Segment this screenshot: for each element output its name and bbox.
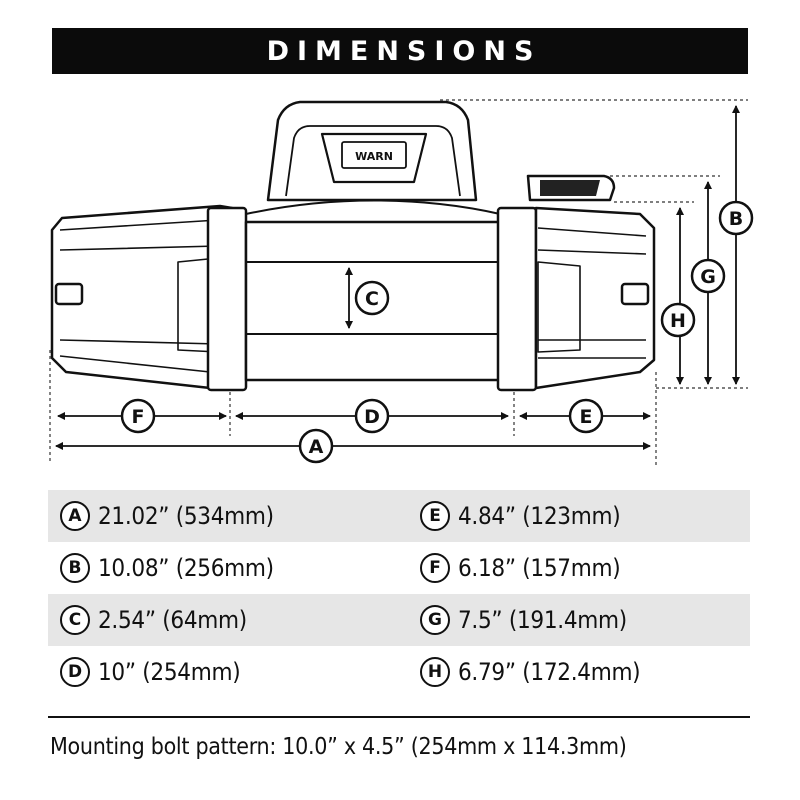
callout-G [692,260,724,292]
right-side-handle [622,284,648,304]
svg-text:B: B [728,208,744,230]
callout-D [356,400,388,432]
letter-badge: G [420,605,450,635]
letter-badge: B [60,553,90,583]
spec-row [48,646,750,698]
left-side-handle [56,284,82,304]
spec-entry-E [420,490,750,542]
spec-entry-F [420,542,750,594]
svg-text:A: A [308,436,324,458]
spec-value: 21.02” (534mm) [98,502,274,530]
callout-E [570,400,602,432]
spec-value: 10.08” (256mm) [98,554,274,582]
spec-value: 6.79” (172.4mm) [458,658,641,686]
divider [48,716,750,718]
spec-entry-A [48,490,420,542]
spec-row [48,490,750,542]
callout-A [300,430,332,462]
svg-text:F: F [131,406,145,428]
letter-badge: F [420,553,450,583]
svg-text:E: E [579,406,593,428]
spec-entry-C [48,594,420,646]
spec-value: 2.54” (64mm) [98,606,247,634]
callout-C [356,282,388,314]
header-title: DIMENSIONS [266,35,542,67]
spec-row [48,542,750,594]
letter-badge: H [420,657,450,687]
spec-value: 7.5” (191.4mm) [458,606,627,634]
spec-entry-H [420,646,750,698]
callout-B [720,202,752,234]
callout-H [662,304,694,336]
dimension-spec-table [48,490,750,698]
letter-badge: E [420,501,450,531]
letter-badge: C [60,605,90,635]
spec-entry-D [48,646,420,698]
spec-value: 6.18” (157mm) [458,554,621,582]
right-tie-band [498,208,536,390]
spec-value: 4.84” (123mm) [458,502,621,530]
svg-text:H: H [670,310,686,332]
warn-logo-text: WARN [355,150,393,163]
spec-row [48,594,750,646]
spec-entry-G [420,594,750,646]
spec-value: 10” (254mm) [98,658,241,686]
left-tie-band [208,208,246,390]
mounting-bolt-pattern-note: Mounting bolt pattern: 10.0” x 4.5” (254mm x 114.3mm) [50,734,627,760]
letter-badge: A [60,501,90,531]
callout-F [122,400,154,432]
winch-body [52,102,654,390]
svg-text:C: C [365,288,379,310]
svg-text:G: G [700,266,716,288]
svg-text:D: D [364,406,380,428]
letter-badge: D [60,657,90,687]
spec-entry-B [48,542,420,594]
